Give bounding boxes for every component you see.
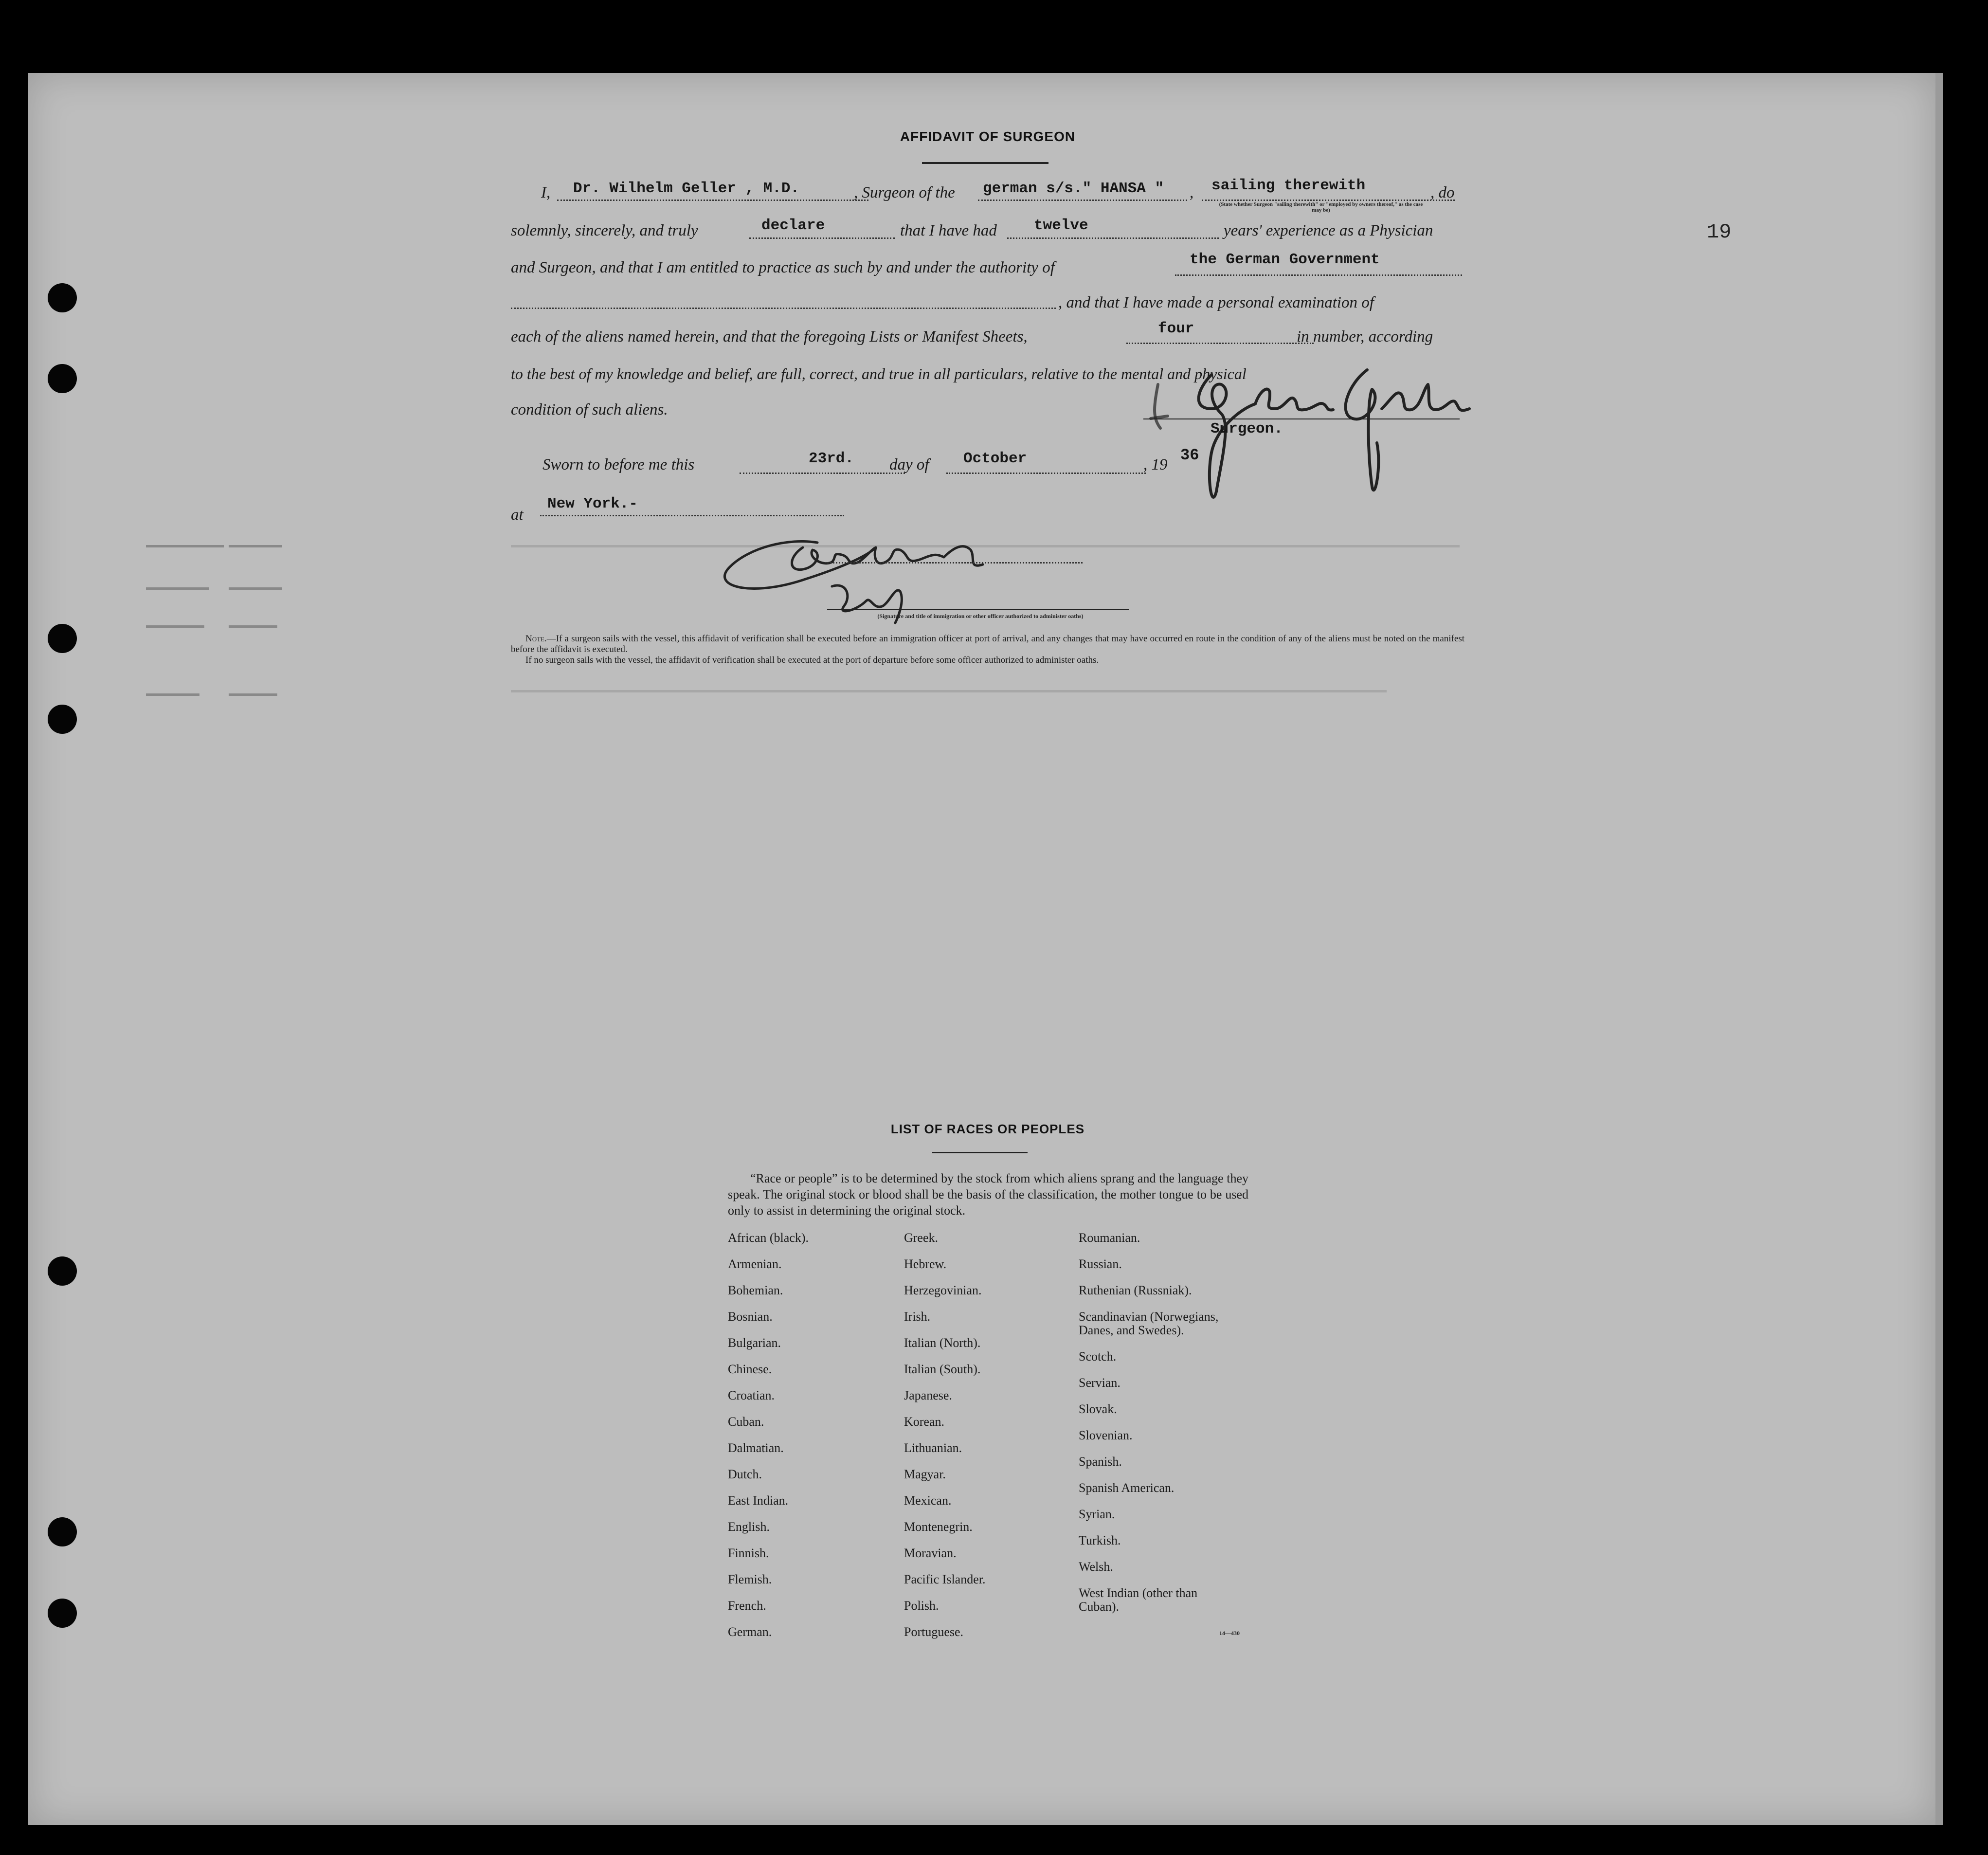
race-item: Dalmatian. <box>728 1441 784 1455</box>
bleed-mark <box>229 587 282 590</box>
note-label: Note. <box>525 634 547 644</box>
title-underline <box>922 162 1048 164</box>
years-experience: twelve <box>1034 217 1088 234</box>
surgeon-status: sailing therewith <box>1211 177 1366 194</box>
bleed-mark <box>229 693 277 696</box>
race-item: Servian. <box>1079 1376 1121 1390</box>
page-number: 19 <box>1707 220 1732 244</box>
day-dotted-line <box>740 473 905 474</box>
race-item: Scotch. <box>1079 1349 1117 1364</box>
race-item: Lithuanian. <box>904 1441 962 1455</box>
bleed-mark <box>146 625 204 628</box>
years-dotted-line <box>1007 237 1219 239</box>
race-item: Hebrew. <box>904 1257 947 1271</box>
races-intro: “Race or people” is to be determined by the stock from which aliens sprang and the language they speak. The original stock or blood shall be the basis of the classification, the mother tongue to be used only to assist in determining the original stock. <box>728 1171 1248 1218</box>
line2-suffix: years' experience as a Physician <box>1224 222 1433 239</box>
line1-prefix: I, <box>541 184 551 201</box>
affidavit-line-2 <box>511 217 1464 244</box>
place-line <box>511 491 851 524</box>
race-item: French. <box>728 1599 766 1613</box>
bleed-mark <box>146 693 199 696</box>
sworn-month: October <box>963 450 1027 467</box>
officer-signature-line-1 <box>827 562 1083 564</box>
surgeon-name: Dr. Wilhelm Geller , M.D. <box>573 180 800 197</box>
surgeon-signature <box>1139 355 1479 506</box>
race-item: Magyar. <box>904 1467 946 1481</box>
punch-hole <box>48 705 77 734</box>
race-item: West Indian (other than Cuban). <box>1079 1586 1198 1614</box>
race-item: English. <box>728 1520 770 1534</box>
at-label: at <box>511 506 524 524</box>
month-dotted-line <box>946 473 1146 474</box>
line5-prefix: each of the aliens named herein, and that the foregoing Lists or Manifest Sheets, <box>511 328 1028 346</box>
line2-prefix: solemnly, sincerely, and truly <box>511 222 698 239</box>
sworn-line <box>511 446 1199 479</box>
line4-suffix: , and that I have made a personal examination of <box>1058 294 1374 311</box>
authority-dotted-line <box>1175 274 1462 276</box>
race-item: Chinese. <box>728 1362 772 1376</box>
sheets-dotted-line <box>1126 343 1314 344</box>
race-item: Slovak. <box>1079 1402 1117 1416</box>
punch-hole <box>48 283 77 312</box>
race-item: Portuguese. <box>904 1625 964 1639</box>
bleed-mark <box>229 545 282 547</box>
note-paragraph <box>511 634 1464 666</box>
bleed-mark <box>146 587 209 590</box>
sworn-day-of: day of <box>889 456 929 473</box>
note-first-paragraph <box>511 634 1464 655</box>
note-text-1: —If a surgeon sails with the vessel, this affidavit of verification shall be executed before an immigration officer at port of arrival, and any changes that may have occurred en route in the condition of any of the aliens must be noted on the manifest before the affidavit is executed. <box>511 634 1464 655</box>
race-item: Mexican. <box>904 1493 952 1508</box>
race-item: Pacific Islander. <box>904 1572 986 1586</box>
race-item: Flemish. <box>728 1572 772 1586</box>
authority-name: the German Government <box>1190 251 1380 268</box>
declare-dotted-line <box>749 237 895 239</box>
line2-middle: that I have had <box>900 222 997 239</box>
race-item: Bohemian. <box>728 1283 783 1297</box>
race-item: Korean. <box>904 1415 945 1429</box>
race-item: Turkish. <box>1079 1533 1121 1547</box>
line3-prefix: and Surgeon, and that I am entitled to practice as such by and under the authority of <box>511 259 1055 276</box>
line1-comma: , <box>1190 184 1194 201</box>
punch-hole <box>48 1599 77 1628</box>
bleed-mark <box>146 545 224 547</box>
race-item: Russian. <box>1079 1257 1122 1271</box>
race-item: African (black). <box>728 1231 809 1245</box>
status-dotted-line <box>1202 200 1455 201</box>
race-item: Slovenian. <box>1079 1428 1133 1442</box>
line1-surgeon-of: , Surgeon of the <box>854 184 955 201</box>
sworn-year-prefix: , 19 <box>1143 456 1168 473</box>
race-item: Irish. <box>904 1309 931 1324</box>
race-item: Syrian. <box>1079 1507 1115 1521</box>
declare-word: declare <box>761 217 825 234</box>
race-item: Dutch. <box>728 1467 762 1481</box>
page-edge <box>1935 73 1943 1825</box>
punch-hole <box>48 1517 77 1546</box>
race-item: Italian (South). <box>904 1362 981 1376</box>
races-title-underline <box>932 1152 1028 1153</box>
affidavit-line-5 <box>511 322 1464 349</box>
punch-hole <box>48 624 77 653</box>
race-item: Herzegovinian. <box>904 1283 982 1297</box>
officer-signature <box>691 528 1031 625</box>
race-item: Croatian. <box>728 1388 775 1402</box>
name-dotted-line <box>557 200 868 201</box>
race-item: Welsh. <box>1079 1560 1113 1574</box>
vessel-dotted-line <box>978 200 1187 201</box>
race-item: German. <box>728 1625 772 1639</box>
race-item: Roumanian. <box>1079 1231 1140 1245</box>
bleed-mark <box>511 690 1387 692</box>
race-item: Japanese. <box>904 1388 952 1402</box>
race-item: Moravian. <box>904 1546 957 1560</box>
place-dotted-line <box>540 515 844 516</box>
race-item: Greek. <box>904 1231 939 1245</box>
race-item: Italian (North). <box>904 1336 981 1350</box>
note-text-2: If no surgeon sails with the vessel, the affidavit of verification shall be executed at the port of departure before some officer authorized to administer oaths. <box>525 655 1099 665</box>
race-item: Armenian. <box>728 1257 782 1271</box>
punch-hole <box>48 1256 77 1286</box>
line5-suffix: in number, according <box>1297 328 1433 346</box>
line1-do: , do <box>1430 184 1455 201</box>
race-item: Finnish. <box>728 1546 769 1560</box>
officer-signature-caption: (Signature and title of immigration or other officer authorized to administer oaths) <box>877 613 1084 619</box>
surgeon-signature-line <box>1143 418 1460 419</box>
officer-signature-line-2 <box>827 609 1129 610</box>
line6-text: to the best of my knowledge and belief, are full, correct, and true in all particulars, relative to the mental and physical <box>511 365 1247 382</box>
status-instruction: (State whether Surgeon "sailing therewith" or "employed by owners thereof," as the case may be) <box>1219 201 1423 213</box>
race-item: Bosnian. <box>728 1309 773 1324</box>
sheets-count: four <box>1158 320 1194 337</box>
surgeon-label: Surgeon. <box>1211 420 1283 437</box>
line7-text: condition of such aliens. <box>511 401 668 418</box>
vessel-name: german s/s." HANSA " <box>983 180 1164 197</box>
affidavit-line-3 <box>511 253 1464 280</box>
bleed-mark <box>229 625 277 628</box>
race-item: Spanish American. <box>1079 1481 1175 1495</box>
form-number: 14—430 <box>1219 1630 1240 1637</box>
sworn-prefix: Sworn to before me this <box>542 456 695 473</box>
race-item: Spanish. <box>1079 1455 1122 1469</box>
race-item: Bulgarian. <box>728 1336 781 1350</box>
sworn-day: 23rd. <box>809 450 854 467</box>
race-item: Scandinavian (Norwegians, Danes, and Swedes). <box>1079 1309 1219 1337</box>
affidavit-line-4 <box>511 288 1464 315</box>
race-item: Montenegrin. <box>904 1520 973 1534</box>
race-item: Cuban. <box>728 1415 764 1429</box>
authority-continuation-line <box>511 308 1056 309</box>
affidavit-line-1 <box>511 177 1464 213</box>
race-item: Polish. <box>904 1599 939 1613</box>
sworn-year: 36 <box>1180 446 1199 464</box>
race-item: East Indian. <box>728 1493 789 1508</box>
place-name: New York.- <box>547 495 638 512</box>
races-title: LIST OF RACES OR PEOPLES <box>890 1122 1085 1136</box>
affidavit-title: AFFIDAVIT OF SURGEON <box>900 129 1076 144</box>
punch-hole <box>48 364 77 393</box>
race-item: Ruthenian (Russniak). <box>1079 1283 1192 1297</box>
